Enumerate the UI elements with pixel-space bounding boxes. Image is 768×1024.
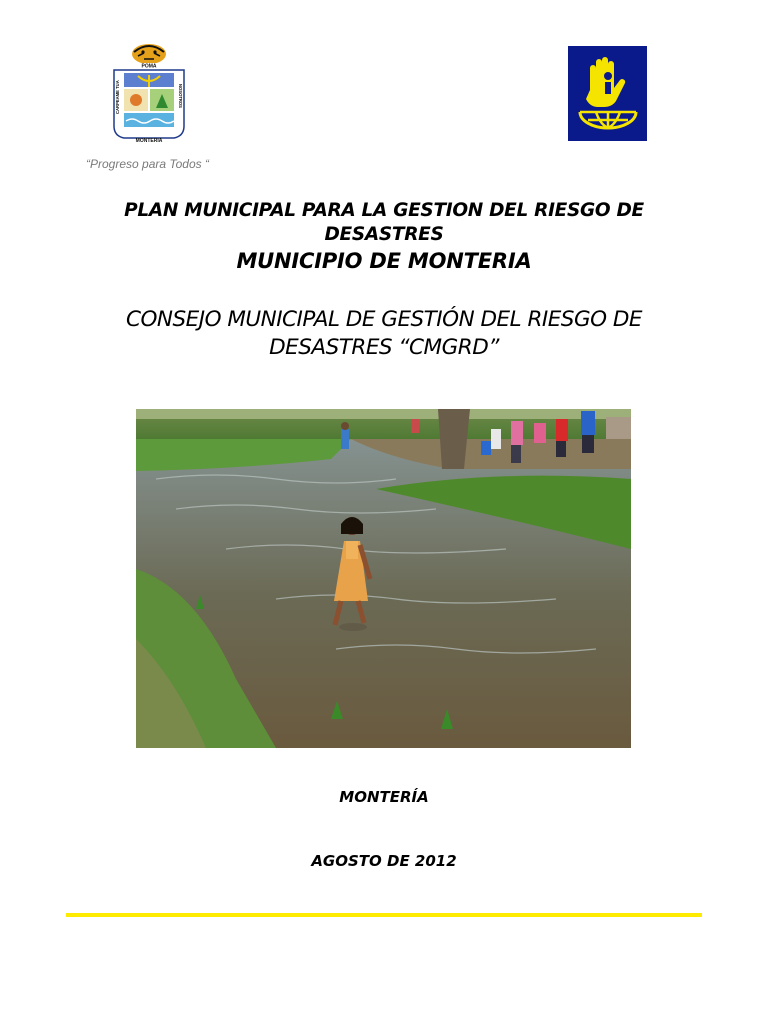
document-title: PLAN MUNICIPAL PARA LA GESTION DEL RIESGO DE DESASTRES	[124, 200, 644, 245]
motto-text: “Progreso para Todos “	[86, 157, 209, 171]
crest-left-label: CARPEAME TUA	[115, 80, 120, 114]
monteria-crest-logo	[108, 42, 190, 146]
risk-management-logo	[568, 46, 647, 141]
flood-cover-photo	[136, 409, 631, 748]
municipality-title: MUNICIPIO DE MONTERIA	[236, 249, 532, 273]
crest-bottom-label: MONTERIA	[135, 138, 163, 144]
council-name: CONSEJO MUNICIPAL DE GESTIÓN DEL RIESGO DE DESASTRES “CMGRD”	[125, 307, 643, 360]
date-label: AGOSTO DE 2012	[311, 852, 457, 870]
crest-top-label: POMA	[141, 63, 157, 70]
crest-right-label: NOSOTROS	[178, 84, 183, 108]
footer-divider	[66, 913, 702, 917]
city-label: MONTERÍA	[339, 788, 429, 806]
